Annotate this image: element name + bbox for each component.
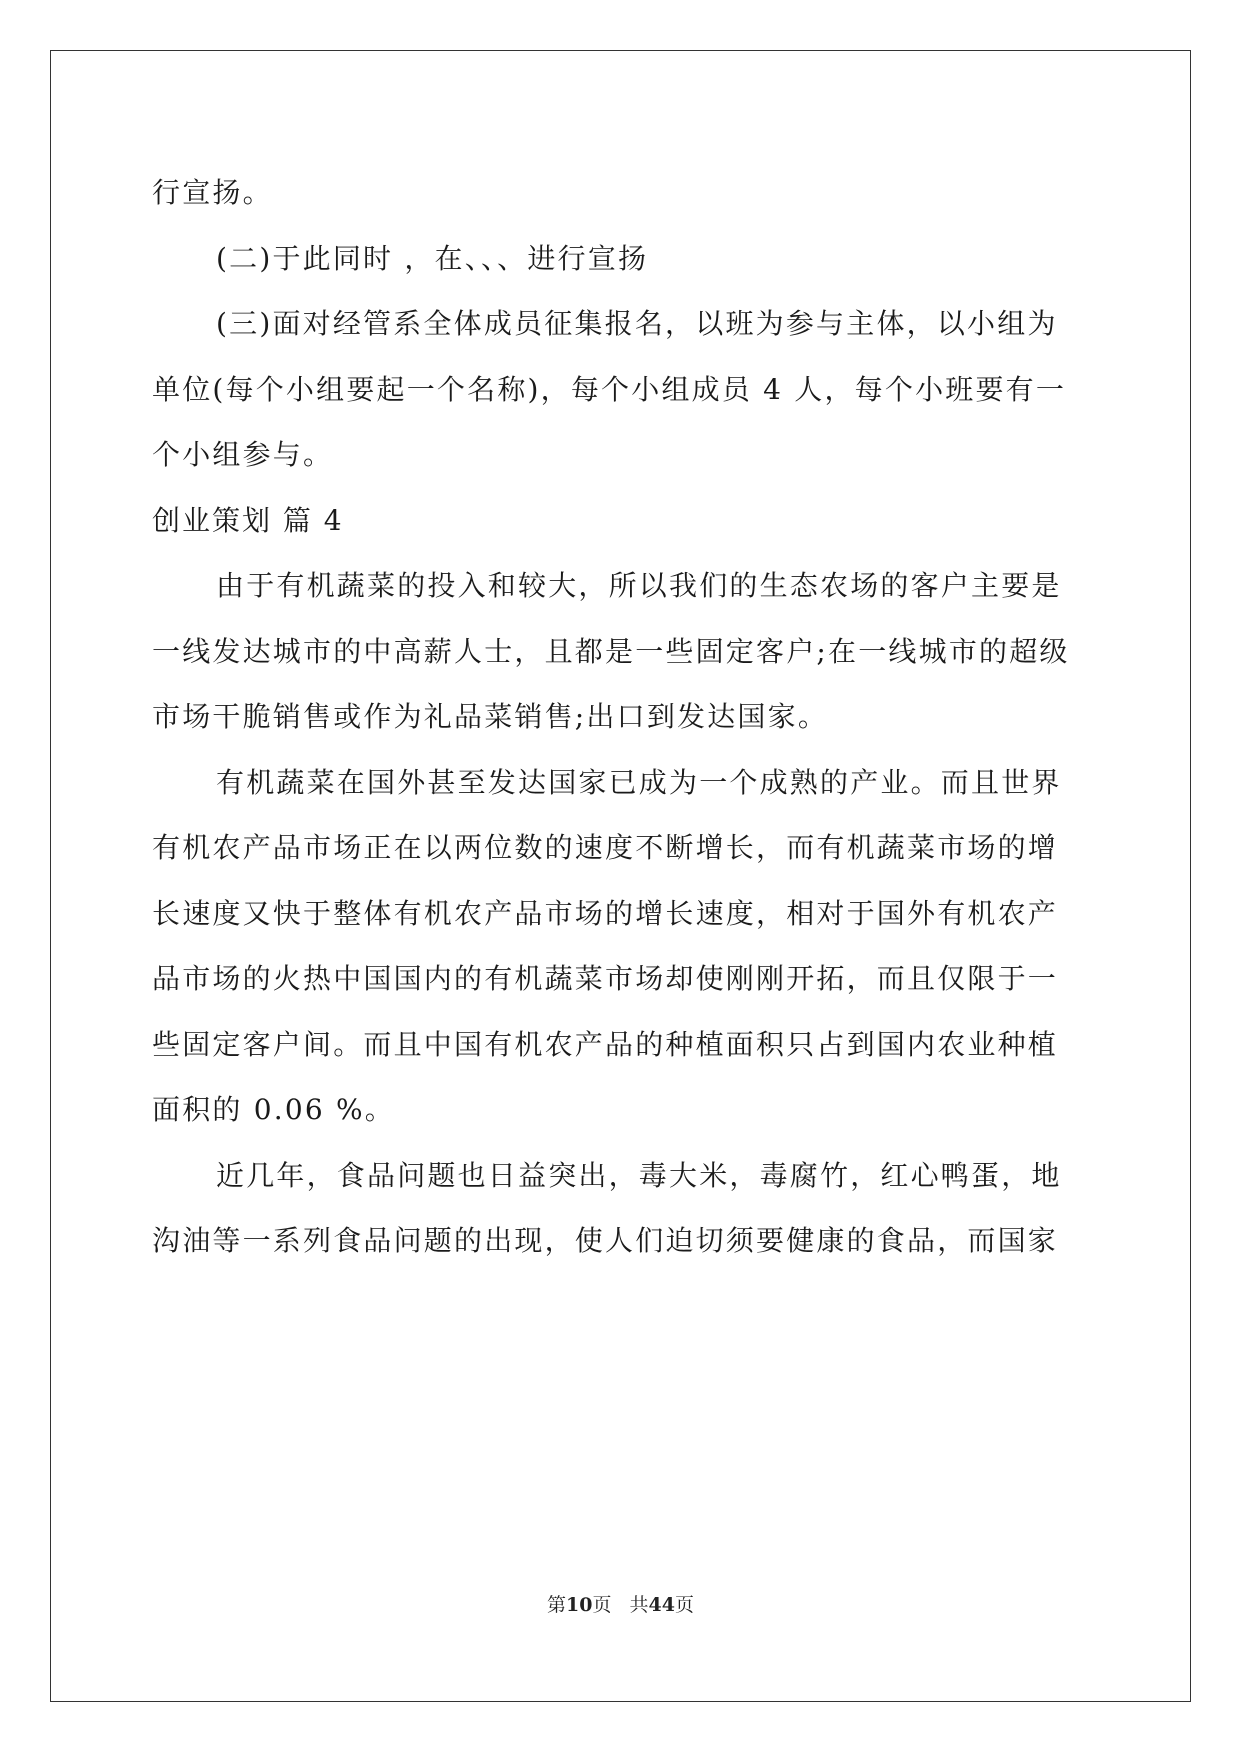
body-line: 行宣扬。	[152, 176, 273, 209]
body-line: (二)于此同时 ，在、、、进行宣扬	[216, 241, 649, 275]
body-line: (三)面对经管系全体成员征集报名，以班为参与主体，以小组为	[216, 307, 1058, 340]
total-pages-number: 44	[648, 1594, 675, 1616]
page-footer	[0, 1590, 1241, 1617]
body-line: 些固定客户间。而且中国有机农产品的种植面积只占到国内农业种植	[152, 1027, 1059, 1061]
body-line: 近几年，食品问题也日益突出，毒大米，毒腐竹，红心鸭蛋，地	[216, 1158, 1062, 1192]
body-line: 由于有机蔬菜的投入和较大，所以我们的生态农场的客户主要是	[216, 569, 1062, 602]
footer-page-suffix: 页	[592, 1594, 612, 1616]
footer-total-prefix: 共	[629, 1594, 649, 1616]
body-line: 沟油等一系列食品问题的出现，使人们迫切须要健康的食品，而国家	[152, 1224, 1059, 1257]
body-line: 长速度又快于整体有机农产品市场的增长速度，相对于国外有机农产	[152, 896, 1059, 930]
body-line: 面积的 0.06 %。	[152, 1093, 395, 1126]
body-line: 品市场的火热中国国内的有机蔬菜市场却使刚刚开拓，而且仅限于一	[152, 962, 1059, 995]
section-heading: 创业策划 篇 4	[152, 503, 344, 537]
body-line: 有机农产品市场正在以两位数的速度不断增长，而有机蔬菜市场的增	[152, 831, 1059, 864]
body-line: 一线发达城市的中高薪人士，且都是一些固定客户;在一线城市的超级	[152, 634, 1070, 668]
body-line: 单位(每个小组要起一个名称)，每个小组成员 4 人，每个小班要有一	[152, 372, 1067, 406]
document-body	[152, 160, 1084, 1274]
current-page-number: 10	[566, 1594, 593, 1616]
body-line: 市场干脆销售或作为礼品菜销售;出口到发达国家。	[152, 700, 829, 733]
body-line: 个小组参与。	[152, 438, 334, 471]
footer-prefix: 第	[547, 1594, 567, 1616]
body-line: 有机蔬菜在国外甚至发达国家已成为一个成熟的产业。而且世界	[216, 765, 1062, 799]
footer-total-suffix: 页	[674, 1594, 694, 1616]
